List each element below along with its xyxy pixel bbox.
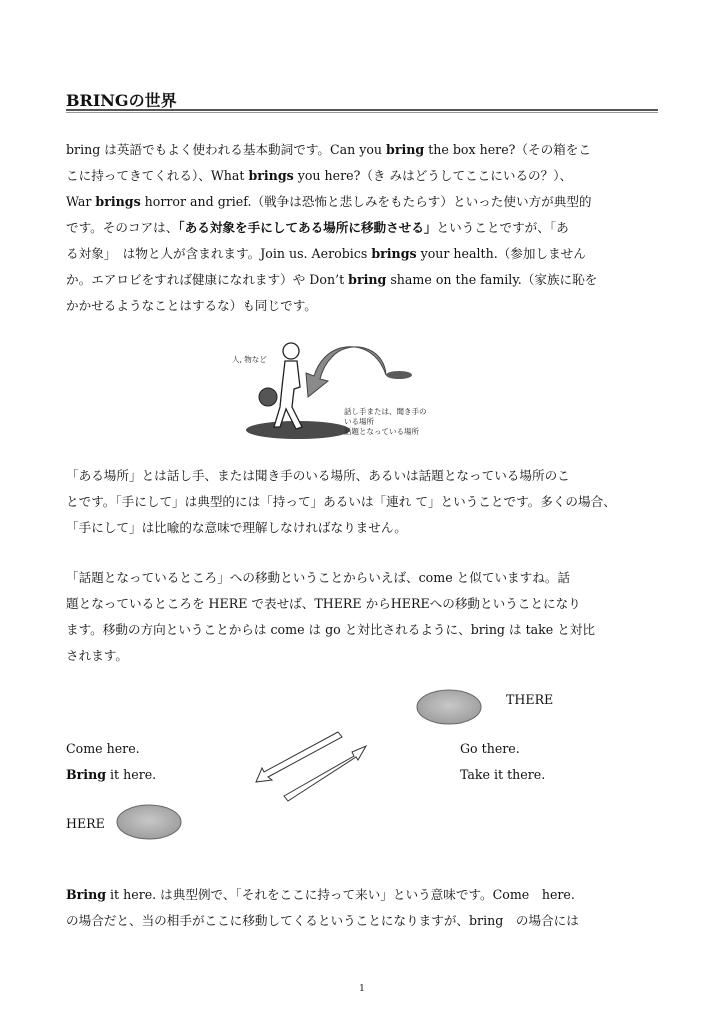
paragraph-line: かかせるようなことはするな）も同じです。 [66,298,317,313]
come-here-text: Come here. [66,741,140,756]
paragraph-line: されます。 [66,648,128,663]
paragraph-line: Bring it here. は典型例で、「それをここに持って来い」という意味です。Come here. [66,887,575,902]
paragraph-line: bring は英語でもよく使われる基本動詞です。Can you bring the box here?（その箱をこ [66,142,591,157]
title-rule [66,109,658,113]
go-there-text: Go there. [460,741,520,756]
paragraph-3 [66,565,658,669]
arrow-toward-here-icon [256,732,342,782]
figure-label-place: 話し手または、聞き手の いる場所 話題となっている場所 [344,407,427,436]
target-ellipse [386,371,412,379]
ball-icon [259,388,277,406]
take-it-there-text: Take it there. [460,767,546,782]
paragraph-line: とです。「手にして」は典型的には「持って」あるいは「連れ て」ということです。多くの場合、 [66,494,616,509]
paragraph-line: です。そのコアは、「ある対象を手にしてある場所に移動させる」ということですが、「あ [66,220,569,235]
person-head-icon [283,343,299,359]
paragraph-4 [66,882,658,934]
paragraph-line: 「ある場所」とは話し手、または聞き手のいる場所、あるいは話題となっている場所のこ [66,468,570,483]
figure-label-object: 人, 物など [232,355,267,364]
paragraph-line: の場合だと、当の相手がここに移動してくるということになりますが、bring の場合には [66,913,579,928]
paragraph-line: 「話題となっているところ」への移動ということからいえば、come と似ていますね。話 [66,570,571,585]
page-title: BRINGの世界 [66,91,177,110]
page-number: 1 [359,984,365,994]
there-disc-icon [417,690,481,724]
bring-it-here-text: Bring it here. [66,767,157,782]
paragraph-2 [66,463,658,541]
paragraph-line: War brings horror and grief.（戦争は恐怖と悲しみをもたらす）といった使い方が典型的 [66,194,592,209]
person-body-icon [274,361,302,429]
arrow-toward-there-icon [284,746,366,801]
paragraph-line: 「手にして」は比喩的な意味で理解しなければなりません。 [66,520,407,535]
paragraph-line: 題となっているところを HERE で表せば、THERE からHEREへの移動ということになり [66,596,581,611]
paragraph-1 [66,137,658,319]
there-label: THERE [506,692,554,707]
paragraph-line: か。エアロビをすれば健康になれます）や Don’t bring shame on the family.（家族に恥を [66,272,598,287]
bring-illustration [232,335,468,447]
here-disc-icon [117,805,181,839]
paragraph-line: ます。移動の方向ということからは come は go と対比されるように、bring は take と対比 [66,622,596,637]
paragraph-line: こに持ってきてくれる）、What brings you here?（き みはどうしてここにいるの？）、 [66,168,573,183]
here-label: HERE [66,816,105,831]
curved-arrow-icon [306,347,386,397]
paragraph-line: る対象」 は物と人が含まれます。Join us. Aerobics brings your health.（参加しません [66,246,586,261]
